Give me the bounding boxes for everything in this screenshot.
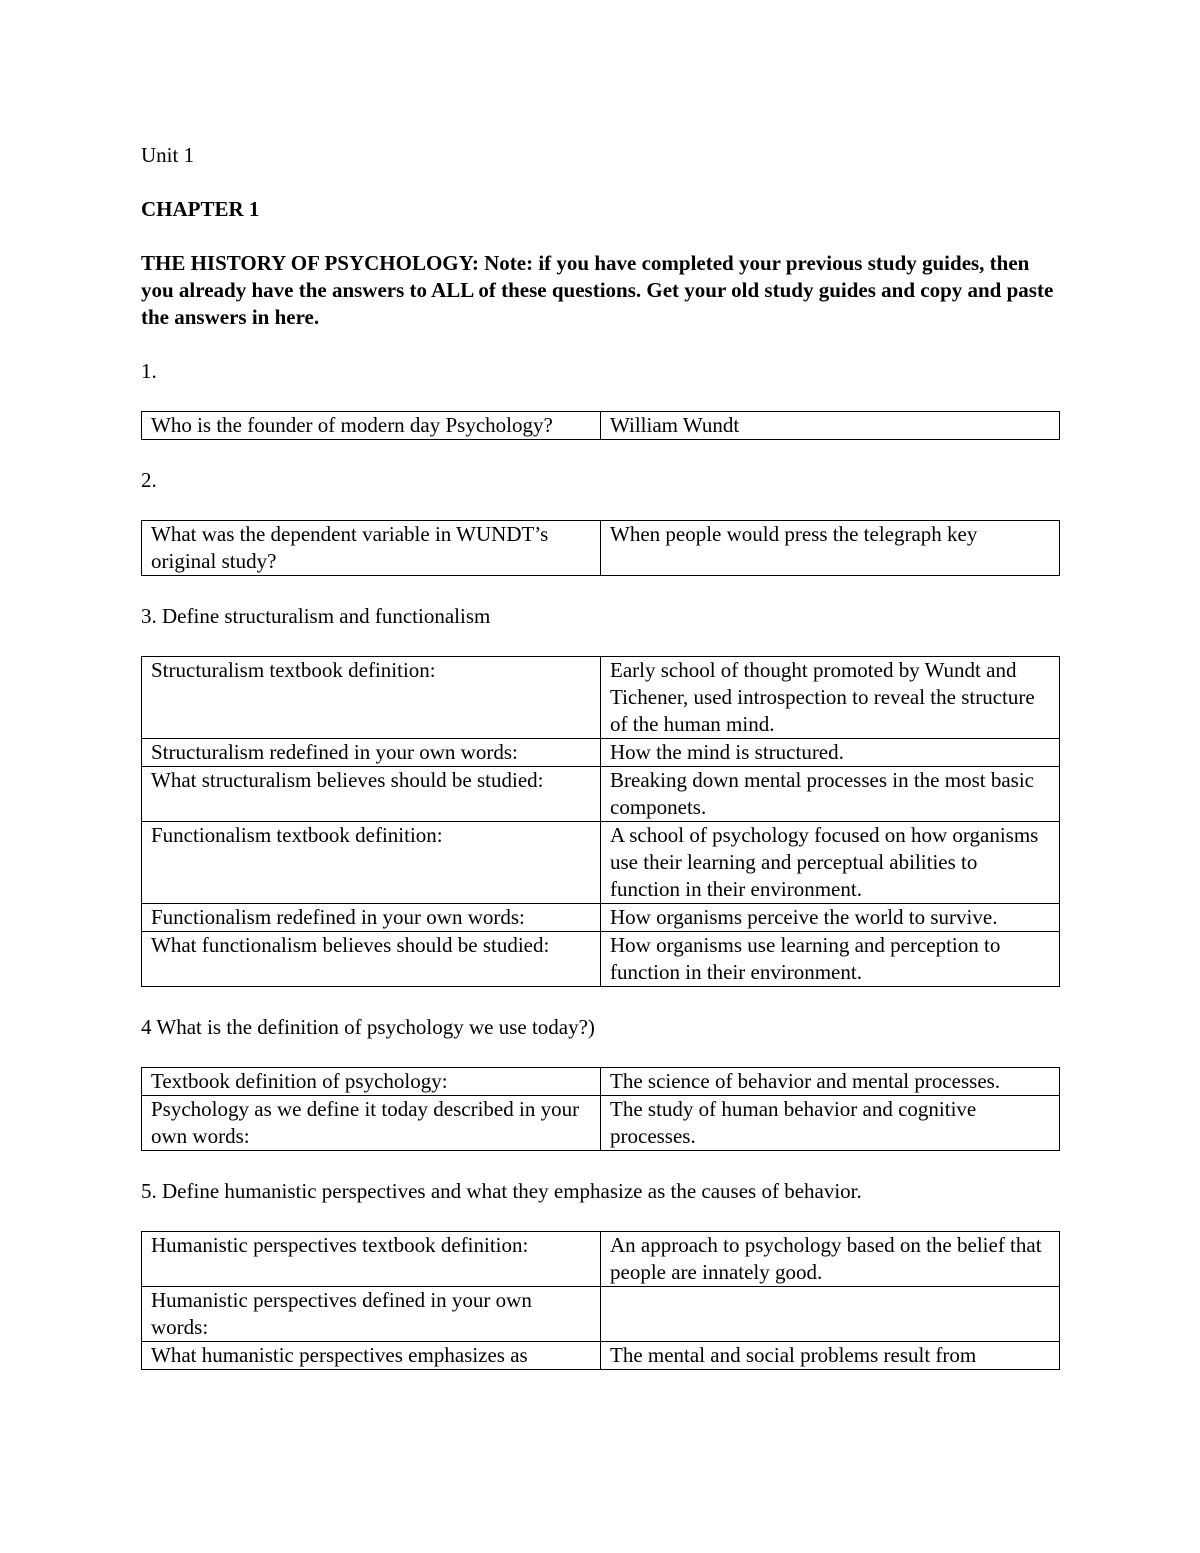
table-row	[142, 1287, 1060, 1342]
prompt-cell: Structuralism redefined in your own words:	[142, 739, 601, 767]
prompt-cell: Structuralism textbook definition:	[142, 657, 601, 739]
table-row	[142, 657, 1060, 739]
answer-cell: How organisms use learning and perception to function in their environment.	[601, 932, 1060, 987]
table-row	[142, 932, 1060, 987]
question-1-table	[141, 411, 1060, 440]
chapter-heading: CHAPTER 1	[141, 197, 260, 221]
table-row	[142, 412, 1060, 440]
table-row	[142, 904, 1060, 932]
table-row	[142, 1232, 1060, 1287]
question-3-label: 3. Define structuralism and functionalism	[141, 604, 491, 628]
question-5-label: 5. Define humanistic perspectives and what they emphasize as the causes of behavior.	[141, 1179, 862, 1203]
prompt-cell: Textbook definition of psychology:	[142, 1068, 601, 1096]
answer-cell: The mental and social problems result from	[601, 1342, 1060, 1370]
prompt-cell: Psychology as we define it today described in your own words:	[142, 1096, 601, 1151]
prompt-cell: Functionalism textbook definition:	[142, 822, 601, 904]
unit-label: Unit 1	[141, 143, 195, 167]
prompt-cell: What functionalism believes should be studied:	[142, 932, 601, 987]
table-row	[142, 1068, 1060, 1096]
prompt-cell: What humanistic perspectives emphasizes as	[142, 1342, 601, 1370]
section-heading: THE HISTORY OF PSYCHOLOGY: Note: if you have completed your previous study guides, then you already have the answers to ALL of these questions. Get your old study guides and copy and paste the answers in here.	[141, 251, 1054, 329]
answer-cell: Breaking down mental processes in the most basic componets.	[601, 767, 1060, 822]
prompt-cell: What was the dependent variable in WUNDT’s original study?	[142, 521, 601, 576]
question-2-table	[141, 520, 1060, 576]
question-5-table	[141, 1231, 1060, 1370]
answer-cell: An approach to psychology based on the belief that people are innately good.	[601, 1232, 1060, 1287]
question-3-table	[141, 656, 1060, 987]
table-row	[142, 739, 1060, 767]
question-4-label: 4 What is the definition of psychology we use today?)	[141, 1015, 595, 1039]
question-2-label: 2.	[141, 468, 157, 492]
prompt-cell: Functionalism redefined in your own words:	[142, 904, 601, 932]
answer-cell: Early school of thought promoted by Wundt and Tichener, used introspection to reveal the structure of the human mind.	[601, 657, 1060, 739]
answer-cell: When people would press the telegraph key	[601, 521, 1060, 576]
answer-cell: William Wundt	[601, 412, 1060, 440]
prompt-cell: Who is the founder of modern day Psychology?	[142, 412, 601, 440]
answer-cell: The science of behavior and mental processes.	[601, 1068, 1060, 1096]
question-4-table	[141, 1067, 1060, 1151]
answer-cell	[601, 1287, 1060, 1342]
prompt-cell: What structuralism believes should be studied:	[142, 767, 601, 822]
prompt-cell: Humanistic perspectives textbook definition:	[142, 1232, 601, 1287]
answer-cell: A school of psychology focused on how organisms use their learning and perceptual abilities to function in their environment.	[601, 822, 1060, 904]
table-row	[142, 1342, 1060, 1370]
table-row	[142, 767, 1060, 822]
answer-cell: How organisms perceive the world to survive.	[601, 904, 1060, 932]
table-row	[142, 822, 1060, 904]
answer-cell: How the mind is structured.	[601, 739, 1060, 767]
table-row	[142, 521, 1060, 576]
prompt-cell: Humanistic perspectives defined in your own words:	[142, 1287, 601, 1342]
table-row	[142, 1096, 1060, 1151]
question-1-label: 1.	[141, 359, 157, 383]
answer-cell: The study of human behavior and cognitive processes.	[601, 1096, 1060, 1151]
document-page	[141, 142, 1059, 1370]
